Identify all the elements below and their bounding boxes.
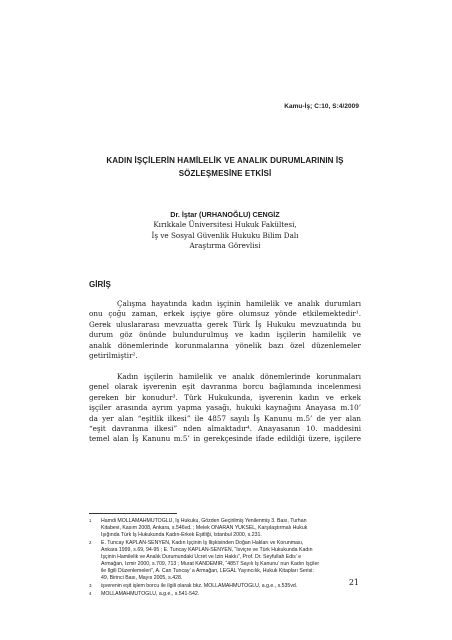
footnote-4: [89, 591, 361, 598]
article-title: [80, 155, 370, 180]
author-name: Dr. İştar (URHANOĞLU) CENGİZ: [170, 210, 280, 219]
paragraph-line: durum göz önünde bulundurulmuş ve kadın işçilerin hamilelik ve: [89, 330, 361, 340]
journal-reference: Kamu-İş; C:10, S:4/2009: [284, 103, 359, 110]
paragraph-2: [89, 372, 361, 445]
page-number: 21: [348, 578, 359, 587]
paragraph-line: analık dönemlerinde korunmalarına yönelik bazı özel düzenlemeler: [89, 340, 361, 350]
footnote-2: [89, 540, 361, 582]
footnote-line: işverenin eşit işlem borcu ile ilgili olarak bkz. MOLLAMAHMUTOĞLU, a.g.e., s.535vd.: [101, 583, 298, 589]
paragraph-line: Çalışma hayatında kadın işçinin hamilelik ve analık durumları: [117, 299, 361, 308]
paragraph-line: onu çoğu zaman, erkek işçiye göre olumsuz yönde etkilemektedir¹.: [89, 309, 361, 319]
author-position: Araştırma Görevlisi: [189, 241, 261, 251]
paragraph-line: gereken bir konudur³. Türk Hukukunda, işverenin kadın ve erkek: [89, 392, 361, 402]
paragraph-line: Kadın işçilerin hamilelik ve analık dönemlerinde korunmaları: [117, 372, 361, 381]
footnote-divider: [89, 513, 177, 514]
paragraph-1: [89, 299, 361, 361]
author-affiliation-1: Kırıkkale Üniversitesi Hukuk Fakültesi,: [153, 220, 297, 230]
footnote-line: E. Tuncay KAPLAN-SENYEN, Kadın İşçinin İş İlişkisinden Doğan Hakları ve Korunması,: [101, 540, 304, 546]
paragraph-line: genel olarak işverenin eşit davranma borcu bağlamında incelenmesi: [89, 382, 361, 392]
footnote-line: ile İlgili Düzenlemeleri”, A. Can Tuncay’ a Armağan, LEGAL Yayıncılık, Hukuk Kitapları Serisi:: [101, 568, 314, 574]
footnote-line: Işığında Türk İş Hukukunda Kadın-Erkek Eşitliği, İstanbul 2000, s.231.: [101, 532, 262, 538]
footnotes: [89, 518, 361, 598]
author-block: [120, 210, 330, 252]
footnote-line: Armağan, İzmir 2000, s.709, 713 ; Murat KANDEMİR, “4857 Sayılı İş Kanunu’ nun Kadın İşçiler: [101, 561, 320, 567]
paragraph-line: Gerek uluslararası mevzuatta gerek Türk İş Hukuku mevzuatında bu: [89, 319, 361, 329]
footnote-line: Hamdi MOLLAMAHMUTOĞLU, İş Hukuku, Gözden Geçirilmiş Yenilenmiş 3. Bası, Turhan: [101, 518, 307, 524]
author-affiliation-2: İş ve Sosyal Güvenlik Hukuku Bilim Dalı: [151, 230, 299, 240]
title-line-2: SÖZLEŞMESİNE ETKİSİ: [178, 168, 272, 178]
paragraph-line: işçiler arasında ayrım yapma yasağı, hukuki kaynağını Anayasa m.10’: [89, 403, 361, 413]
footnote-number: 3: [89, 583, 92, 588]
paragraph-line: “eşit davranma ilkesi” nden almaktadır⁴. Anayasanın 10. maddesini: [89, 424, 361, 434]
footnote-3: [89, 583, 361, 590]
footnote-1: [89, 518, 361, 539]
paragraph-line: da yer alan “eşitlik ilkesi” ile 4857 sayılı İş Kanunu m.5’ de yer alan: [89, 413, 361, 423]
title-line-1: KADIN İŞÇİLERİN HAMİLELİK VE ANALIK DURUMLARININ İŞ: [106, 156, 344, 165]
section-heading: GİRİŞ: [89, 280, 111, 289]
footnote-line: 49, Birinci Bası, Mayıs 2005, s.428.: [101, 575, 183, 581]
footnote-number: 2: [89, 540, 92, 545]
paragraph-line: getirilmiştir².: [89, 351, 138, 361]
paragraph-line: temel alan İş Kanunu m.5’ in gerekçesinde ifade edildiği üzere, işçilere: [89, 434, 361, 444]
footnote-line: MOLLAMAHMUTOĞLU, a.g.e., s.541-542.: [101, 591, 200, 597]
footnote-number: 1: [89, 518, 92, 523]
footnote-line: Kitabevi, Kasım 2008, Ankara, s.546vd. ; Melek ONARAN YÜKSEL, Karşılaştırmalı Hukuk: [101, 525, 308, 531]
footnote-line: İşçinin Hamilelik ve Analık Durumundaki Ücret ve İzin Hakkı”, Prof. Dr. Seyfullah Edis’ e: [101, 554, 302, 560]
footnote-line: Ankara 1999, s.69, 94-95 ; E. Tuncay KAPLAN-SENYEN, “İsviçre ve Türk Hukukunda Kadın: [101, 547, 313, 553]
footnote-number: 4: [89, 591, 92, 596]
